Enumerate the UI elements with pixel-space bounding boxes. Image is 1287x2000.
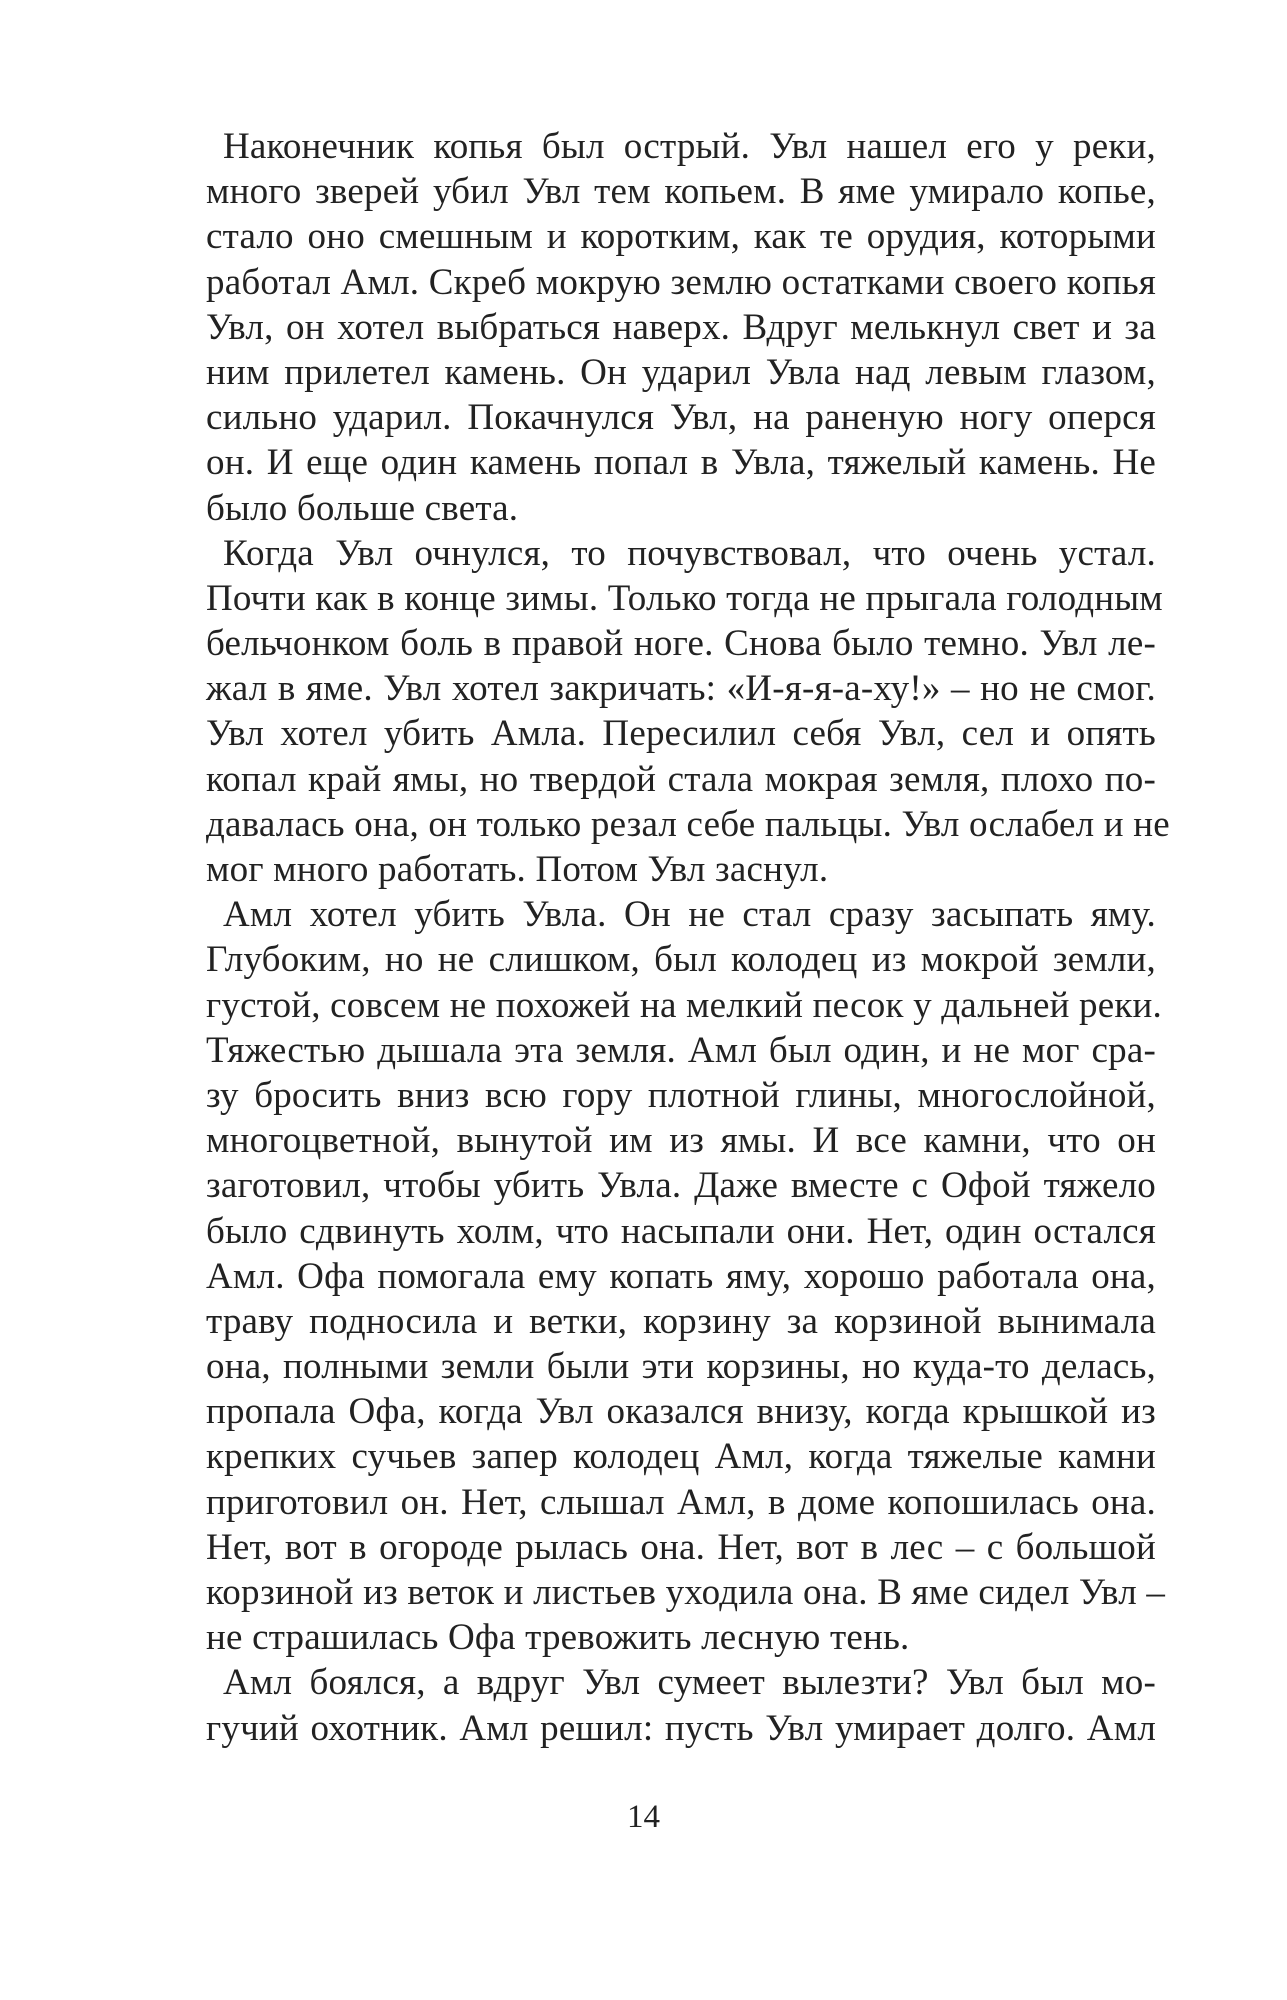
text-line: бельчонком боль в правой ноге. Снова было темно. Увл ле- [206,623,1156,665]
text-line: приготовил он. Нет, слышал Амл, в доме копошилась она. [206,1481,1156,1523]
text-line: мог много работать. Потом Увл заснул. [206,849,829,890]
text-line: Почти как в конце зимы. Только тогда не прыгала голодным [206,577,1163,619]
text-line: гучий охотник. Амл решил: пусть Увл умирает долго. Амл [206,1707,1156,1749]
text-line: давалась она, он только резал себе пальцы. Увл ослабел и не [206,803,1170,845]
text-line: Амл хотел убить Увла. Он не стал сразу засыпать яму. [223,894,1156,936]
text-line: густой, совсем не похожей на мелкий песок у дальней реки. [206,984,1162,1026]
text-line: она, полными земли были эти корзины, но куда-то делась, [206,1346,1156,1388]
text-line: Когда Увл очнулся, то почувствовал, что очень устал. [223,532,1156,574]
text-line: жал в яме. Увл хотел закричать: «И-я-я-а-ху!» – но не смог. [206,668,1156,710]
text-line: зу бросить вниз всю гору плотной глины, многослойной, [206,1074,1156,1116]
body-text [206,124,1170,1751]
text-line: пропала Офа, когда Увл оказался внизу, когда крышкой из [206,1391,1156,1433]
text-line: крепких сучьев запер колодец Амл, когда тяжелые камни [206,1436,1156,1478]
text-line: ним прилетел камень. Он ударил Увла над левым глазом, [206,351,1156,393]
text-line: Амл боялся, а вдруг Увл сумеет вылезти? Увл был мо- [223,1662,1156,1704]
text-line: копал край ямы, но твердой стала мокрая земля, плохо по- [206,758,1156,800]
page-number: 14 [627,1799,660,1835]
text-line: работал Амл. Скреб мокрую землю остатками своего копья [206,261,1156,303]
text-line: корзиной из веток и листьев уходила она. В яме сидел Увл – [206,1572,1166,1613]
text-line: было сдвинуть холм, что насыпали они. Нет, один остался [206,1210,1156,1252]
text-line: сильно ударил. Покачнулся Увл, на раненую ногу оперся [206,397,1156,439]
text-line: он. И еще один камень попал в Увла, тяжелый камень. Не [206,442,1156,484]
text-line: заготовил, чтобы убить Увла. Даже вместе с Офой тяжело [206,1165,1156,1207]
text-line: Амл. Офа помогала ему копать яму, хорошо работала она, [206,1255,1156,1297]
text-line: было больше света. [206,487,519,529]
text-line: стало оно смешным и коротким, как те орудия, которыми [206,216,1156,258]
text-line: Увл хотел убить Амла. Пересилил себя Увл, сел и опять [206,713,1156,755]
text-line: Глубоким, но не слишком, был колодец из мокрой земли, [206,939,1156,981]
text-line: многоцветной, вынутой им из ямы. И все камни, что он [206,1120,1156,1162]
text-line: много зверей убил Увл тем копьем. В яме умирало копье, [206,171,1156,213]
text-line: Тяжестью дышала эта земля. Амл был один, и не мог сра- [206,1029,1156,1071]
text-line: Нет, вот в огороде рылась она. Нет, вот в лес – с большой [206,1526,1156,1568]
text-line: Наконечник копья был острый. Увл нашел его у реки, [223,126,1156,167]
text-line: не страшилась Офа тревожить лесную тень. [206,1617,910,1659]
text-line: траву подносила и ветки, корзину за корзиной вынимала [206,1300,1156,1342]
text-line: Увл, он хотел выбраться наверх. Вдруг мелькнул свет и за [206,306,1156,348]
